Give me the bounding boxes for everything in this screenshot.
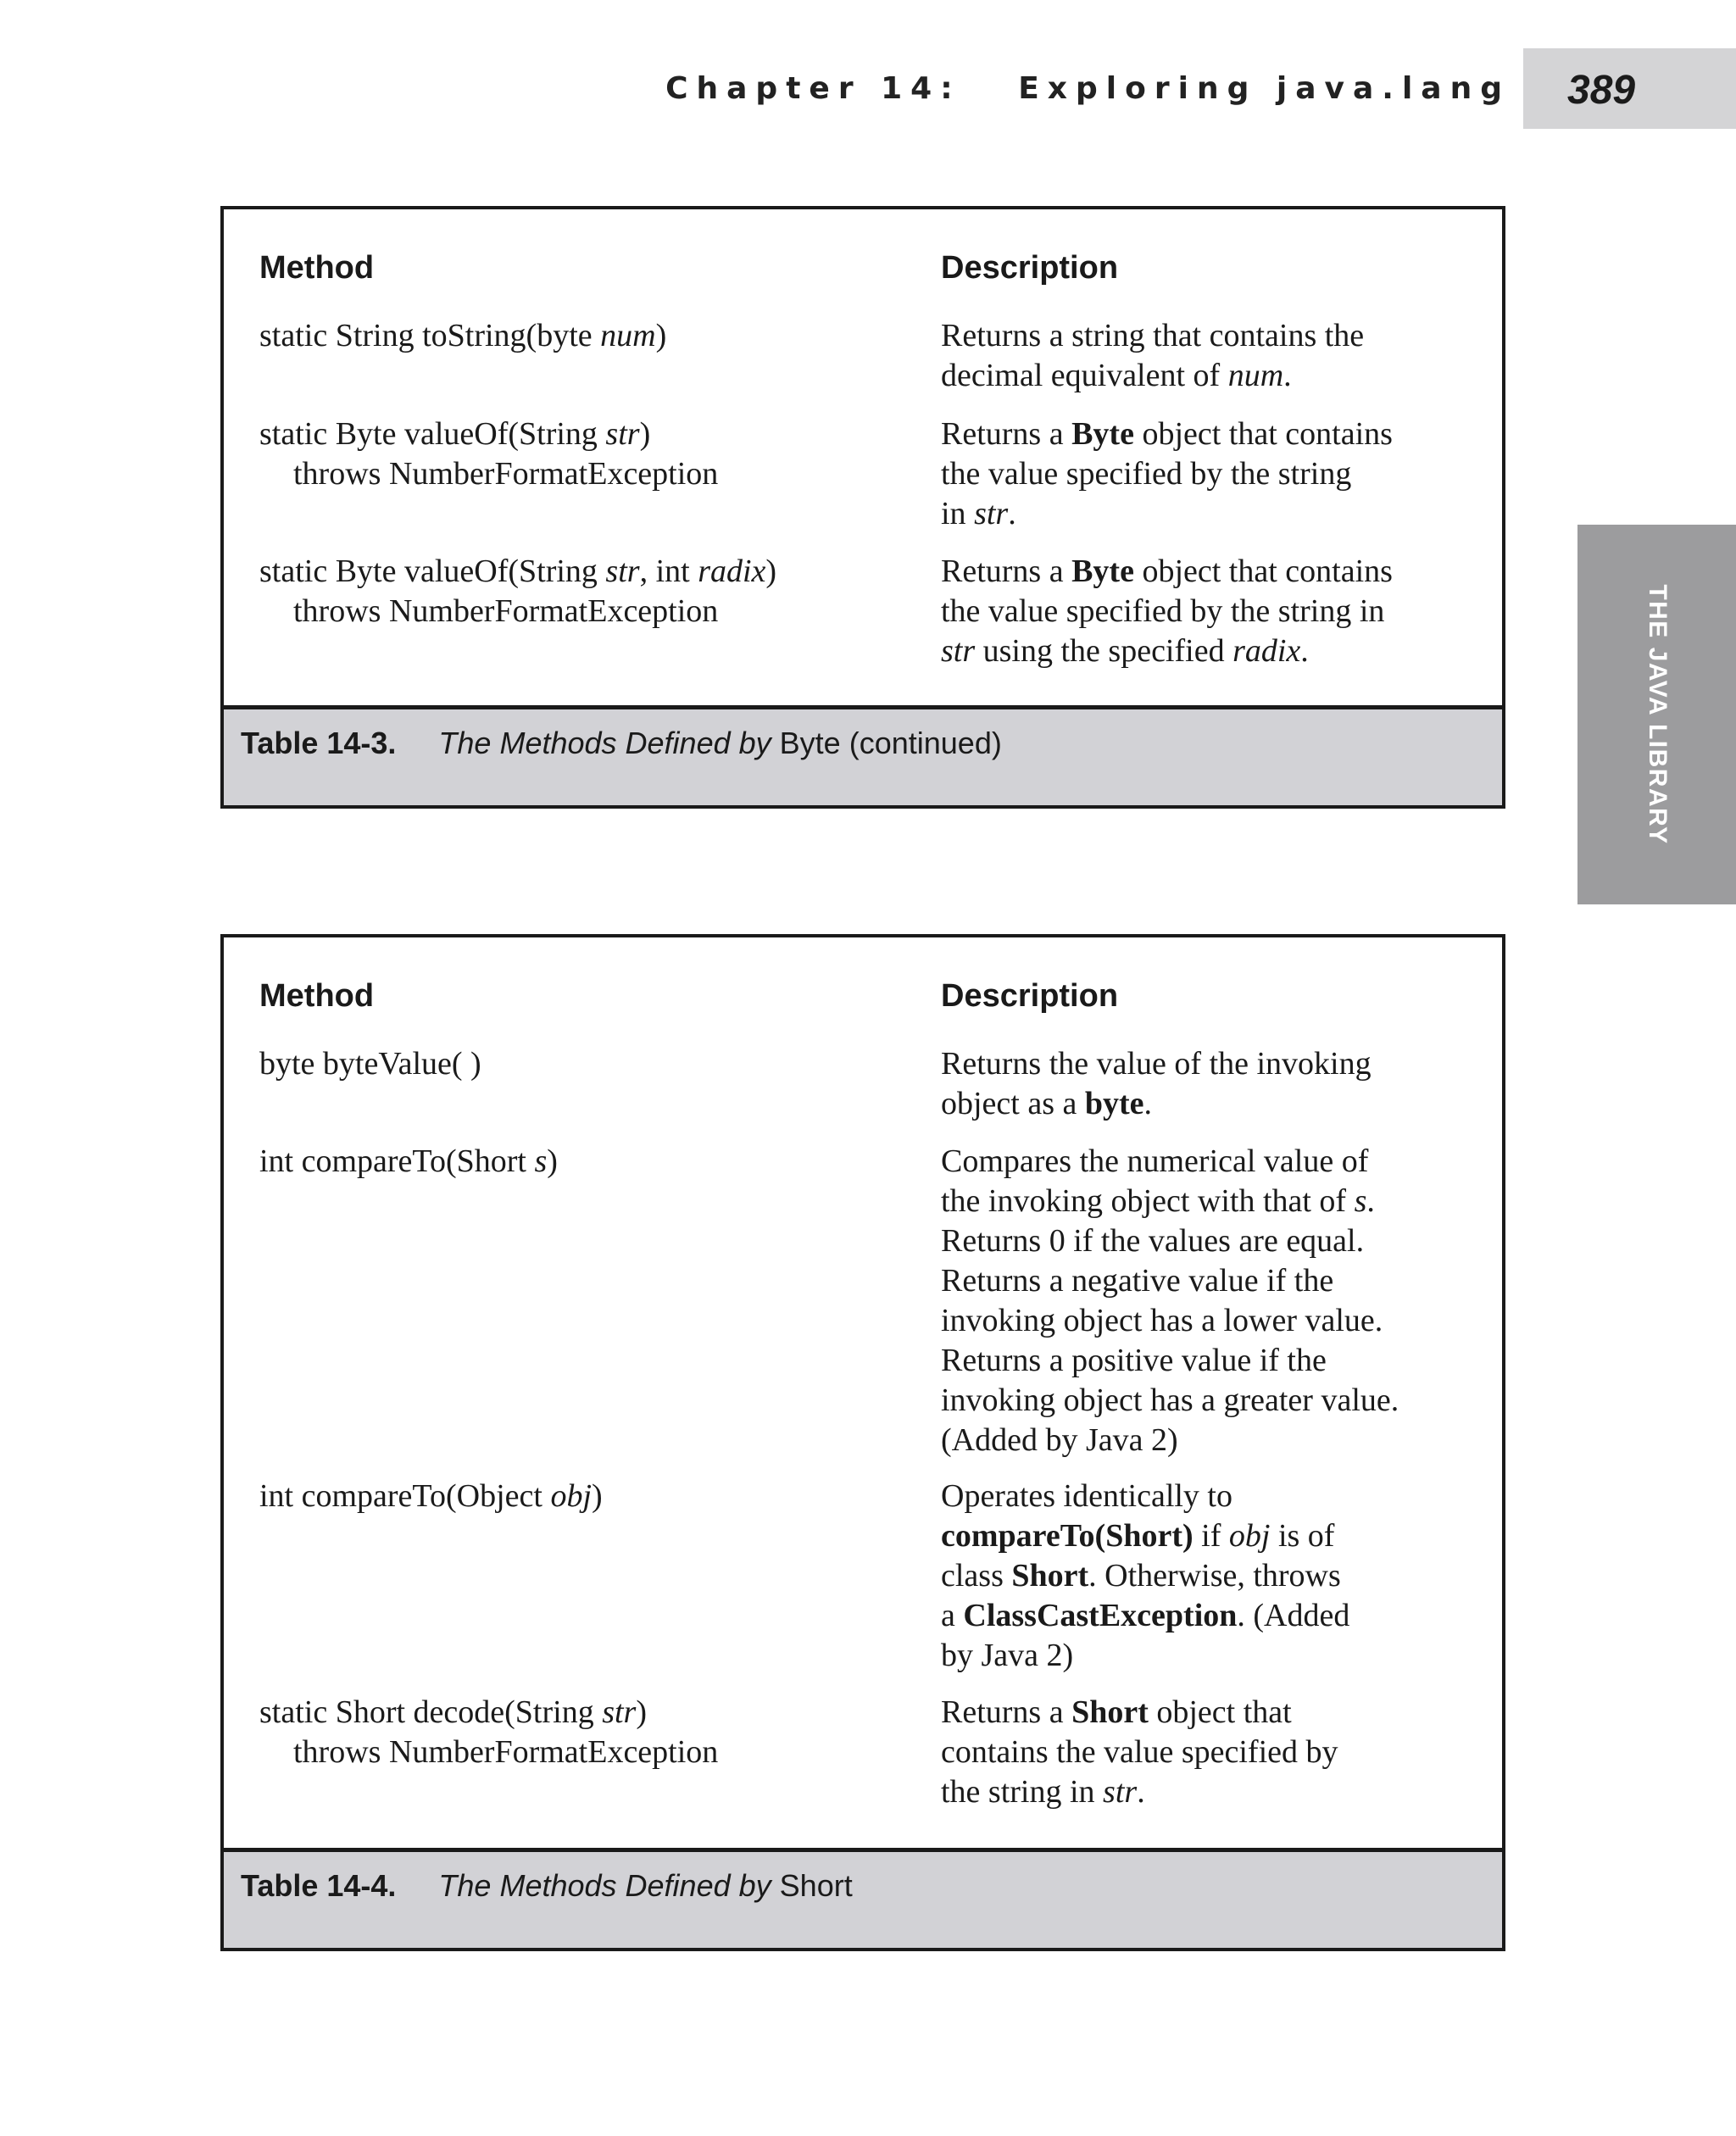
method-cell	[259, 1044, 481, 1084]
side-tab-label: THE JAVA LIBRARY	[1643, 584, 1672, 845]
caption-title: The Methods Defined by	[438, 1868, 771, 1903]
text-line: Returns a Byte object that contains	[941, 416, 1393, 452]
table-body	[224, 937, 1502, 1852]
text-line: byte byteValue( )	[259, 1046, 481, 1082]
description-cell	[941, 1477, 1349, 1676]
description-cell	[941, 414, 1393, 534]
chapter-title: Chapter 14: Exploring java.lang	[665, 71, 1511, 106]
text-line: object as a byte.	[941, 1086, 1153, 1121]
text-line: Returns the value of the invoking	[941, 1046, 1372, 1082]
text-line: throws NumberFormatException	[293, 456, 719, 492]
method-cell	[259, 1693, 718, 1772]
text-line: static Byte valueOf(String str)	[259, 416, 651, 452]
text-line: Returns a negative value if the	[941, 1263, 1334, 1299]
text-line: the invoking object with that of s.	[941, 1183, 1375, 1219]
methods-table-short	[220, 934, 1505, 1951]
table-number: Table 14-3.	[241, 726, 397, 760]
caption-title: The Methods Defined by	[438, 726, 771, 760]
text-line: a ClassCastException. (Added	[941, 1598, 1350, 1633]
table-number: Table 14-4.	[241, 1868, 397, 1903]
text-line: class Short. Otherwise, throws	[941, 1558, 1341, 1594]
page-number: 389	[1567, 68, 1636, 113]
method-cell	[259, 316, 666, 356]
text-line: the value specified by the string in	[941, 593, 1385, 629]
table-caption-bar	[224, 705, 1502, 805]
section-side-tab	[1577, 525, 1736, 904]
page-number-box	[1523, 48, 1736, 129]
text-line: (Added by Java 2)	[941, 1422, 1178, 1458]
caption-class-name: Short	[779, 1868, 853, 1903]
text-line: Returns 0 if the values are equal.	[941, 1223, 1365, 1259]
text-line: the string in str.	[941, 1774, 1145, 1810]
text-line: the value specified by the string	[941, 456, 1352, 492]
text-line: int compareTo(Object obj)	[259, 1478, 603, 1514]
running-head	[0, 0, 1736, 129]
caption-suffix: (continued)	[849, 726, 1002, 760]
caption-class-name: Byte	[779, 726, 841, 760]
text-line: Returns a Short object that	[941, 1694, 1292, 1730]
text-line: in str.	[941, 496, 1016, 531]
text-line: str using the specified radix.	[941, 633, 1309, 669]
description-cell	[941, 1044, 1372, 1124]
method-cell	[259, 552, 776, 631]
description-column-header: Description	[941, 978, 1119, 1014]
text-line: invoking object has a lower value.	[941, 1303, 1383, 1338]
description-column-header: Description	[941, 250, 1119, 286]
text-line: Returns a positive value if the	[941, 1343, 1327, 1378]
table-caption	[241, 726, 1002, 761]
text-line: throws NumberFormatException	[293, 1734, 719, 1770]
text-line: static Short decode(String str)	[259, 1694, 647, 1730]
text-line: compareTo(Short) if obj is of	[941, 1518, 1335, 1554]
description-cell	[941, 1693, 1338, 1812]
description-cell	[941, 1142, 1399, 1460]
description-cell	[941, 552, 1393, 671]
text-line: contains the value specified by	[941, 1734, 1338, 1770]
text-line: throws NumberFormatException	[293, 593, 719, 629]
text-line: static Byte valueOf(String str, int radix)	[259, 553, 777, 589]
text-line: static String toString(byte num)	[259, 318, 667, 353]
text-line: by Java 2)	[941, 1638, 1074, 1673]
methods-table-byte	[220, 206, 1505, 809]
text-line: Returns a Byte object that contains	[941, 553, 1393, 589]
method-column-header: Method	[259, 250, 375, 286]
method-cell	[259, 1477, 603, 1516]
text-line: Returns a string that contains the	[941, 318, 1365, 353]
table-body	[224, 209, 1502, 709]
table-caption	[241, 1868, 853, 1904]
table-caption-bar	[224, 1848, 1502, 1948]
text-line: decimal equivalent of num.	[941, 358, 1292, 393]
text-line: int compareTo(Short s)	[259, 1143, 558, 1179]
text-line: Operates identically to	[941, 1478, 1232, 1514]
text-line: Compares the numerical value of	[941, 1143, 1369, 1179]
method-cell	[259, 414, 718, 494]
text-line: invoking object has a greater value.	[941, 1382, 1399, 1418]
method-cell	[259, 1142, 558, 1182]
method-column-header: Method	[259, 978, 375, 1014]
description-cell	[941, 316, 1364, 396]
